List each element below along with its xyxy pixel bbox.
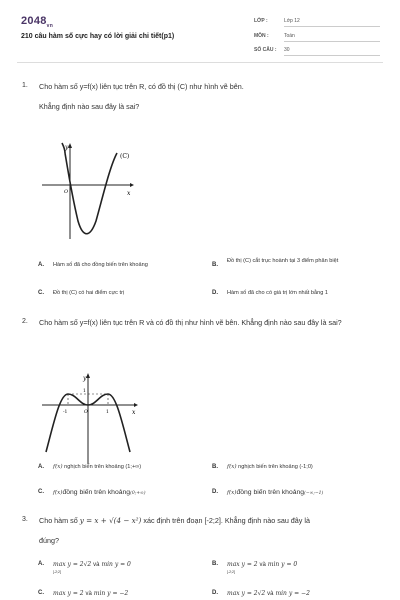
formula: y = x + √(4 − x²)	[79, 516, 142, 525]
header-divider	[17, 62, 383, 63]
question-text: Cho hàm số y=f(x) liên tục trên R và có đồ thị như hình vẽ bên. Khẳng định nào sau đây là sai?	[39, 318, 342, 327]
origin-label: O	[84, 410, 88, 415]
x-axis-label: x	[127, 190, 131, 197]
x-axis-label: x	[132, 409, 136, 416]
page-header: $2048_{vn}$ 210 câu hàm số cực hay có lời giải chi tiết(p1) LỚP : Lớp 12 MÔN : Toán SỐ CÂU : 30	[0, 0, 400, 62]
question-text: Cho hàm số y=f(x) liên tục trên R, có đồ thị (C) như hình vẽ bên.	[39, 82, 244, 91]
question-number: 3.	[22, 516, 28, 523]
y-axis-label: y	[65, 144, 69, 151]
y-axis-label: y	[83, 375, 87, 382]
document-title: 210 câu hàm số cực hay có lời giải chi tiết(p1)	[21, 33, 175, 40]
question-prompt: đúng?	[39, 536, 59, 545]
y-tick-one: 1	[83, 389, 86, 394]
graph-q1	[40, 141, 135, 241]
question-3: 3. Cho hàm số y = x + √(4 − x²) xác định trên đoạn [-2;2]. Khẳng định nào sau đây là đúng? A. max y = 2√2 và min y = 0 [-2;2] B. max y = 2 và min y = 0 [-2;2] C. max y = 2 và min y = −2 D. max y = 2√2 và min y = −2	[0, 513, 400, 600]
x-tick-minus-one: -1	[63, 410, 68, 415]
question-1: 1. Cho hàm số y=f(x) liên tục trên R, có đồ thị (C) như hình vẽ bên. Khẳng định nào sau đây là sai? (C) y x O A. Hàm số đã cho đồng biến trên khoảng B. Đồ thị (C) cắt trục hoành tại 3 điểm phân biệt C. Đồ thị (C) có hai điểm cực trị D. Hàm số đã cho có giá trị lớn nhất bằng 1	[0, 79, 400, 309]
site-logo[interactable]: $2048_{vn}$	[21, 15, 54, 30]
x-tick-one: 1	[106, 410, 109, 415]
question-2: 2. Cho hàm số y=f(x) liên tục trên R và có đồ thị như hình vẽ bên. Khẳng định nào sau đây là sai? y x O -1 1 1 A. f(x) nghịch biến trên khoảng (1;+∞) B. f(x) nghịch biến trên khoảng (-1;0) C. f(x)đồng biến trên khoảng(0;+∞) D. f(x)đồng biến trên khoảng(−∞;−1)	[0, 315, 400, 505]
question-number: 1.	[22, 82, 28, 89]
curve-label: (C)	[120, 153, 130, 160]
origin-label: O	[64, 189, 69, 195]
question-text: Cho hàm số y = x + √(4 − x²) xác định trên đoạn [-2;2]. Khẳng định nào sau đây là	[39, 516, 310, 525]
graph-q2	[40, 372, 140, 467]
question-number: 2.	[22, 318, 28, 325]
question-prompt: Khẳng định nào sau đây là sai?	[39, 102, 140, 111]
